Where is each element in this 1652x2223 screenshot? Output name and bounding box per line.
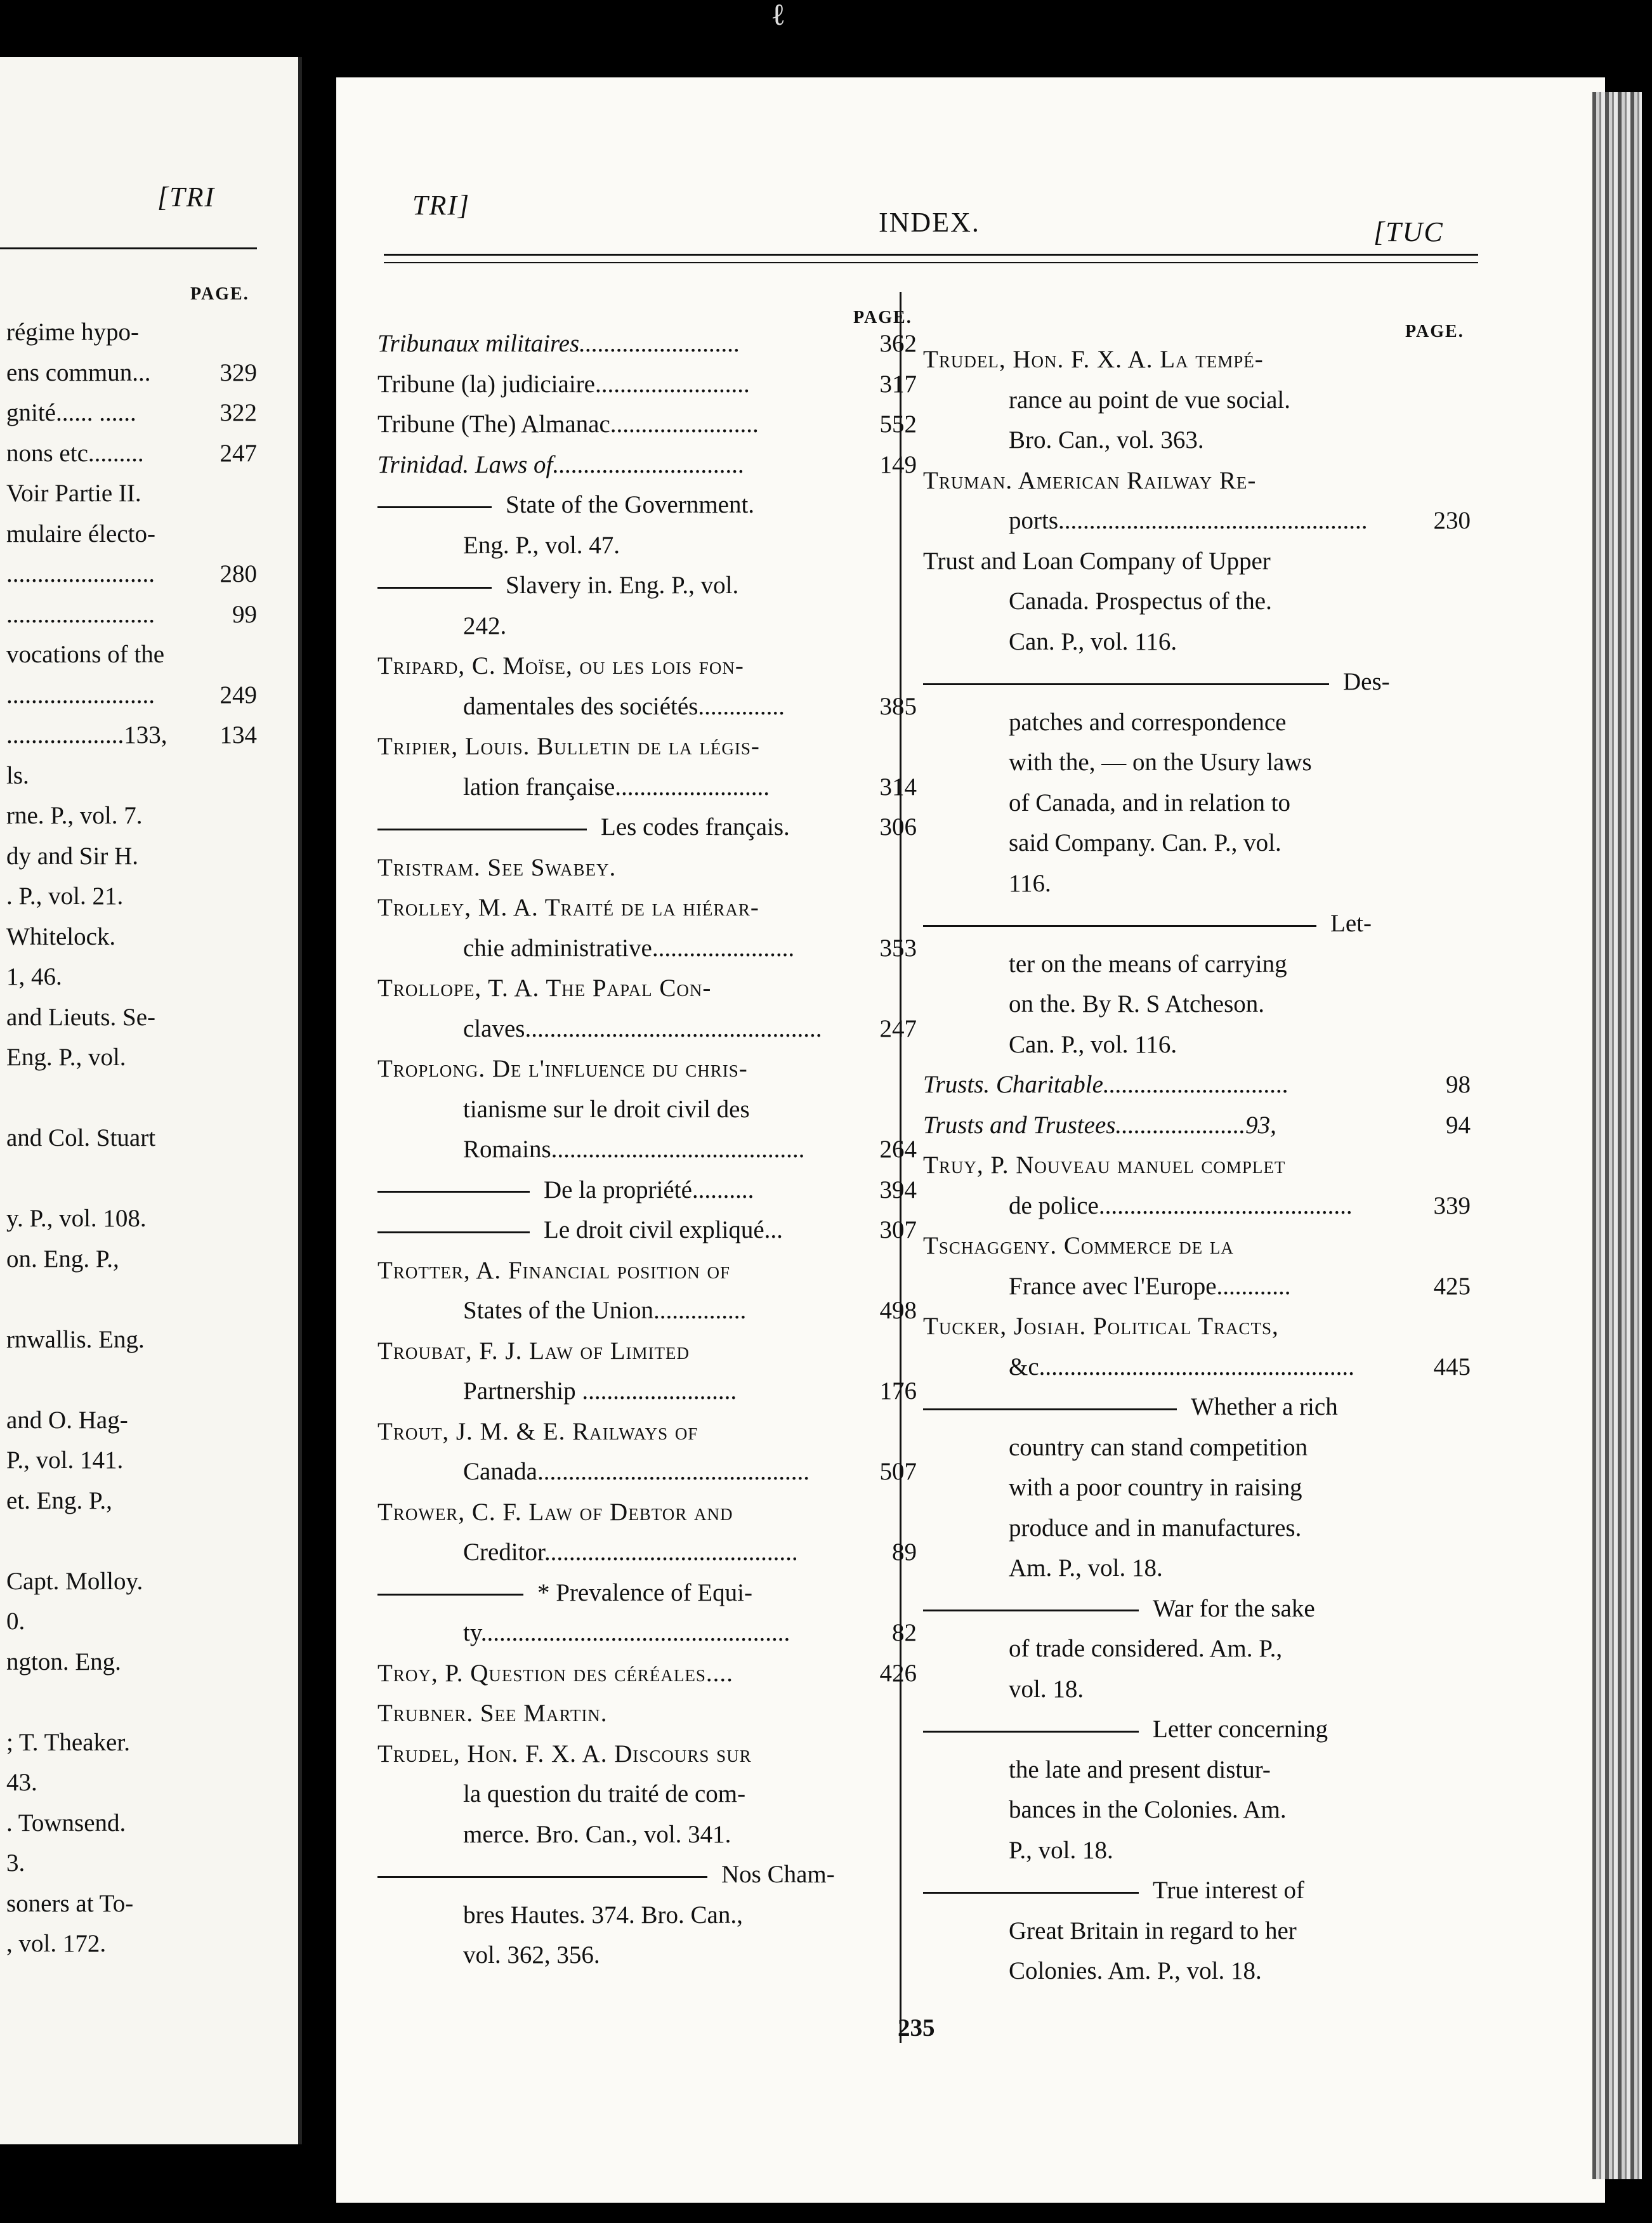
header-rule-top xyxy=(384,254,1478,256)
entry-text: et. Eng. P., xyxy=(6,1486,112,1514)
ditto-dash xyxy=(923,683,1329,685)
entry-text: Trusts. Charitable.............................. xyxy=(923,1071,1289,1098)
index-entry xyxy=(923,1715,1405,1743)
page-ref: 425 xyxy=(1433,1272,1471,1300)
entry-text: on the. By R. S Atcheson. xyxy=(1009,990,1265,1018)
page-ref: 329 xyxy=(220,358,257,386)
entry-text: of trade considered. Am. P., xyxy=(1009,1635,1283,1662)
page-ref: 322 xyxy=(220,399,257,426)
entry-text: ........................ xyxy=(6,681,155,709)
index-entry xyxy=(923,1071,1405,1099)
entry-text: Eng. P., vol. 47. xyxy=(463,531,620,559)
entry-text: Troubat, F. J. Law of Limited xyxy=(377,1337,690,1365)
page-ref: 307 xyxy=(879,1216,917,1243)
page-ref: 445 xyxy=(1433,1353,1471,1380)
entry-text: vol. 362, 356. xyxy=(463,1941,600,1969)
entry-text: ty.................................................. xyxy=(463,1619,790,1646)
index-entry xyxy=(6,318,197,346)
ditto-dash xyxy=(923,1892,1139,1894)
index-entry xyxy=(1009,587,1405,615)
index-entry xyxy=(377,370,860,398)
index-entry xyxy=(6,1245,197,1273)
entry-text: Tripier, Louis. Bulletin de la légis- xyxy=(377,733,760,760)
index-entry xyxy=(377,330,860,358)
entry-text: bances in the Colonies. Am. xyxy=(1009,1796,1287,1823)
index-entry xyxy=(377,410,860,438)
index-entry xyxy=(923,1595,1405,1623)
page-ref: 249 xyxy=(220,681,257,709)
index-entry xyxy=(463,934,860,962)
entry-text: produce and in manufactures. xyxy=(1009,1514,1302,1542)
ditto-dash xyxy=(377,506,492,508)
index-entry xyxy=(1009,426,1405,454)
index-entry xyxy=(463,532,860,560)
page-ref: 89 xyxy=(892,1538,917,1566)
entry-text: vocations of the xyxy=(6,641,165,668)
index-entry xyxy=(6,1407,197,1434)
index-entry xyxy=(6,440,197,468)
header-rule-bottom xyxy=(384,262,1478,263)
ditto-dash xyxy=(923,1610,1139,1611)
entry-text: ngton. Eng. xyxy=(6,1648,121,1675)
entry-text: mulaire électo- xyxy=(6,520,155,548)
index-entry xyxy=(1009,1031,1405,1059)
index-entry xyxy=(463,1619,860,1647)
entry-text: dy and Sir H. xyxy=(6,842,138,870)
index-entry xyxy=(463,1821,860,1849)
index-entry xyxy=(6,923,197,951)
index-entry xyxy=(377,491,860,519)
entry-text: . P., vol. 21. xyxy=(6,882,124,910)
page-edge xyxy=(1592,92,1642,2179)
page-ref: 426 xyxy=(879,1659,917,1687)
ditto-dash xyxy=(377,1191,530,1193)
index-entry xyxy=(463,1136,860,1164)
entry-text: 1, 46. xyxy=(6,963,62,990)
index-entry xyxy=(1009,1796,1405,1824)
entry-text: State of the Government. xyxy=(506,491,755,518)
entry-text: Des- xyxy=(1343,668,1390,695)
index-entry xyxy=(1009,789,1405,817)
index-entry xyxy=(377,854,860,882)
index-entry xyxy=(6,641,197,669)
index-entry xyxy=(6,1568,197,1596)
index-entry xyxy=(1009,1192,1405,1220)
index-entry xyxy=(377,1418,860,1446)
entry-text: P., vol. 18. xyxy=(1009,1836,1113,1864)
index-entry xyxy=(463,1941,860,1969)
entry-text: the late and present distur- xyxy=(1009,1755,1271,1783)
entry-text: Tschaggeny. Commerce de la xyxy=(923,1232,1234,1259)
entry-text: gnité...... ...... xyxy=(6,399,136,426)
entry-text: and O. Hag- xyxy=(6,1406,128,1434)
entry-text: lation française......................... xyxy=(463,773,770,801)
index-entry xyxy=(377,894,860,922)
page-ref: 317 xyxy=(879,370,917,398)
entry-text: Can. P., vol. 116. xyxy=(1009,1030,1177,1058)
left-page-header: [TRI xyxy=(157,181,216,213)
entry-text: Tribune (The) Almanac........................ xyxy=(377,410,759,438)
entry-text: Trudel, Hon. F. X. A. La tempé- xyxy=(923,346,1264,373)
index-entry xyxy=(463,1538,860,1566)
entry-text: Trinidad. Laws of............................... xyxy=(377,450,745,478)
entry-text: Trower, C. F. Law of Debtor and xyxy=(377,1498,733,1526)
index-entry xyxy=(1009,1273,1405,1301)
index-entry xyxy=(6,843,197,870)
entry-text: vol. 18. xyxy=(1009,1675,1084,1703)
index-entry xyxy=(1009,1434,1405,1462)
entry-text: la question du traité de com- xyxy=(463,1780,746,1807)
index-entry xyxy=(6,882,197,910)
index-entry xyxy=(377,1257,860,1285)
entry-text: ter on the means of carrying xyxy=(1009,950,1287,978)
index-entry xyxy=(1009,628,1405,656)
index-entry xyxy=(1009,990,1405,1018)
entry-text: Nos Cham- xyxy=(721,1861,835,1888)
index-entry xyxy=(923,1112,1405,1139)
entry-text: Whether a rich xyxy=(1191,1393,1338,1420)
entry-text: Letter concerning xyxy=(1153,1715,1328,1743)
entry-text: soners at To- xyxy=(6,1889,134,1917)
entry-text: War for the sake xyxy=(1153,1594,1315,1622)
entry-text: nons etc......... xyxy=(6,439,144,467)
index-entry xyxy=(377,1660,860,1688)
index-entry xyxy=(6,963,197,991)
entry-text: Let- xyxy=(1330,910,1372,937)
index-entry xyxy=(1009,749,1405,777)
index-entry xyxy=(377,1740,860,1768)
entry-text: tianisme sur le droit civil des xyxy=(463,1095,750,1123)
index-entry xyxy=(6,601,197,629)
index-entry xyxy=(6,762,197,790)
page-ref: 134 xyxy=(220,721,257,749)
ditto-dash xyxy=(377,587,492,589)
index-entry xyxy=(1009,709,1405,737)
entry-text: rnwallis. Eng. xyxy=(6,1325,145,1353)
page-ref: 306 xyxy=(879,813,917,841)
page-ref: 94 xyxy=(1446,1111,1471,1139)
entry-text: Can. P., vol. 116. xyxy=(1009,627,1177,655)
entry-text: France avec l'Europe............ xyxy=(1009,1272,1291,1300)
index-entry xyxy=(463,1458,860,1486)
index-entry xyxy=(1009,1756,1405,1784)
entry-text: Trubner. See Martin. xyxy=(377,1700,608,1727)
entry-text: Tribune (la) judiciaire......................... xyxy=(377,370,750,398)
page-ref: 230 xyxy=(1433,507,1471,534)
entry-text: Trout, J. M. & E. Railways of xyxy=(377,1417,698,1445)
index-entry xyxy=(923,910,1405,938)
index-entry xyxy=(6,480,197,508)
entry-text: &c................................................... xyxy=(1009,1353,1354,1380)
index-entry xyxy=(1009,870,1405,898)
entry-text: ........................ xyxy=(6,600,155,628)
entry-text: Troplong. De l'influence du chris- xyxy=(377,1055,748,1082)
entry-text: Romains......................................... xyxy=(463,1136,805,1163)
index-entry xyxy=(377,813,860,841)
index-entry xyxy=(6,1930,197,1958)
entry-text: claves................................................ xyxy=(463,1014,822,1042)
index-entry xyxy=(1009,1554,1405,1582)
page-ref: 176 xyxy=(879,1377,917,1405)
entry-text: ens commun... xyxy=(6,358,151,386)
entry-text: Great Britain in regard to her xyxy=(1009,1917,1297,1944)
ditto-dash xyxy=(377,829,587,830)
entry-text: Capt. Molloy. xyxy=(6,1567,143,1595)
index-entry xyxy=(6,1729,197,1757)
entry-text: and Col. Stuart xyxy=(6,1124,156,1151)
entry-text: said Company. Can. P., vol. xyxy=(1009,829,1282,856)
index-entry xyxy=(6,399,197,427)
entry-text: 242. xyxy=(463,612,507,639)
entry-text: damentales des sociétés.............. xyxy=(463,692,785,720)
entry-text: Tristram. See Swabey. xyxy=(377,853,617,881)
entry-text: ; T. Theaker. xyxy=(6,1728,130,1756)
index-entry xyxy=(463,773,860,801)
entry-text: De la propriété.......... xyxy=(544,1176,754,1203)
index-entry xyxy=(1009,386,1405,414)
page-ref: 247 xyxy=(220,439,257,467)
index-entry xyxy=(463,612,860,640)
index-entry xyxy=(1009,1957,1405,1985)
index-entry xyxy=(6,1608,197,1636)
entry-text: and Lieuts. Se- xyxy=(6,1003,156,1031)
entry-text: de police......................................... xyxy=(1009,1191,1353,1219)
header-right: [TUC xyxy=(1373,216,1444,247)
entry-text: Creditor......................................... xyxy=(463,1538,798,1566)
page-ref: 507 xyxy=(879,1458,917,1485)
ditto-dash xyxy=(377,1876,707,1878)
entry-text: patches and correspondence xyxy=(1009,708,1287,736)
entry-text: country can stand competition xyxy=(1009,1433,1308,1461)
entry-text: Troy, P. Question des céréales.... xyxy=(377,1659,733,1687)
entry-text: Partnership ......................... xyxy=(463,1377,737,1405)
page-ref: 552 xyxy=(879,410,917,438)
entry-text: Trolley, M. A. Traité de la hiérar- xyxy=(377,894,759,921)
entry-text: Truy, P. Nouveau manuel complet xyxy=(923,1151,1286,1179)
header-left: TRI] xyxy=(412,190,471,221)
index-entry xyxy=(1009,1917,1405,1945)
index-entry xyxy=(6,802,197,830)
entry-text: Trotter, A. Financial position of xyxy=(377,1256,731,1284)
index-entry xyxy=(923,1393,1405,1421)
index-entry xyxy=(377,1216,860,1244)
index-entry xyxy=(6,359,197,387)
index-entry xyxy=(1009,1635,1405,1663)
page-ref: 149 xyxy=(879,450,917,478)
ditto-dash xyxy=(923,925,1316,927)
index-entry xyxy=(923,668,1405,696)
index-entry xyxy=(6,1004,197,1032)
page-ref: 99 xyxy=(232,600,257,628)
page-ref: 247 xyxy=(879,1014,917,1042)
index-entry xyxy=(923,1877,1405,1905)
column-divider xyxy=(900,292,901,2043)
entry-text: Tucker, Josiah. Political Tracts, xyxy=(923,1313,1279,1340)
entry-text: True interest of xyxy=(1153,1877,1305,1904)
entry-text: Eng. P., vol. xyxy=(6,1044,126,1071)
entry-text: Tripard, C. Moïse, ou les lois fon- xyxy=(377,652,744,679)
index-entry xyxy=(1009,950,1405,978)
index-entry xyxy=(6,520,197,548)
entry-text: 116. xyxy=(1009,869,1051,897)
page-ref: 339 xyxy=(1433,1191,1471,1219)
index-entry xyxy=(923,1151,1405,1179)
index-entry xyxy=(6,1890,197,1918)
entry-text: Canada. Prospectus of the. xyxy=(1009,587,1272,615)
entry-text: Colonies. Am. P., vol. 18. xyxy=(1009,1957,1262,1984)
entry-text: Trust and Loan Company of Upper xyxy=(923,547,1271,575)
index-entry xyxy=(377,451,860,479)
page-ref: 82 xyxy=(892,1619,917,1646)
index-entry xyxy=(1009,1474,1405,1502)
ditto-dash xyxy=(377,1231,530,1233)
entry-text: bres Hautes. 374. Bro. Can., xyxy=(463,1901,743,1929)
index-entry xyxy=(923,467,1405,495)
entry-text: ports.................................................. xyxy=(1009,507,1368,534)
index-entry xyxy=(463,1901,860,1929)
entry-text: , vol. 172. xyxy=(6,1930,107,1957)
entry-text: ...................133, xyxy=(6,721,167,749)
page-ref: 385 xyxy=(879,692,917,720)
index-entry xyxy=(923,1232,1405,1260)
entry-text: with the, — on the Usury laws xyxy=(1009,749,1312,776)
index-entry xyxy=(1009,829,1405,857)
index-entry xyxy=(377,1498,860,1526)
entry-text: . Townsend. xyxy=(6,1809,126,1837)
index-entry xyxy=(377,1579,860,1607)
entry-text: Whitelock. xyxy=(6,922,116,950)
left-page-page-label: PAGE. xyxy=(190,284,249,304)
index-entry xyxy=(463,1377,860,1405)
entry-text: Truman. American Railway Re- xyxy=(923,466,1257,494)
index-entry xyxy=(6,1648,197,1676)
index-entry xyxy=(463,1015,860,1043)
index-entry xyxy=(1009,507,1405,535)
entry-text: Canada............................................ xyxy=(463,1458,810,1485)
ditto-dash xyxy=(923,1731,1139,1733)
entry-text: Le droit civil expliqué... xyxy=(544,1216,783,1243)
entry-text: on. Eng. P., xyxy=(6,1245,119,1273)
index-entry xyxy=(6,1446,197,1474)
entry-text: Les codes français. xyxy=(601,813,790,841)
index-entry xyxy=(377,652,860,680)
index-entry xyxy=(6,1205,197,1233)
index-entry xyxy=(6,560,197,588)
index-entry xyxy=(6,721,197,749)
index-entry xyxy=(6,1044,197,1072)
index-entry xyxy=(463,1297,860,1325)
entry-text: ls. xyxy=(6,761,29,789)
index-entry xyxy=(377,733,860,761)
index-entry xyxy=(1009,1353,1405,1381)
index-entry xyxy=(377,1337,860,1365)
entry-text: Tribunaux militaires.......................... xyxy=(377,330,740,357)
entry-text: 43. xyxy=(6,1769,37,1796)
entry-text: with a poor country in raising xyxy=(1009,1474,1302,1501)
col1-page-label: PAGE. xyxy=(853,308,912,327)
entry-text: Trudel, Hon. F. X. A. Discours sur xyxy=(377,1740,752,1767)
page-ref: 98 xyxy=(1446,1071,1471,1098)
entry-text: chie administrative....................... xyxy=(463,934,795,962)
entry-text: 3. xyxy=(6,1849,25,1877)
page-number: 235 xyxy=(898,2014,935,2042)
entry-text: States of the Union............... xyxy=(463,1297,747,1324)
entry-text: rance au point de vue social. xyxy=(1009,386,1290,414)
entry-text: Slavery in. Eng. P., vol. xyxy=(506,572,739,599)
index-entry xyxy=(6,1769,197,1797)
entry-text: * Prevalence of Equi- xyxy=(537,1578,752,1606)
index-entry xyxy=(1009,1514,1405,1542)
header-title: INDEX. xyxy=(879,207,980,238)
entry-text: P., vol. 141. xyxy=(6,1446,124,1474)
col2-page-label: PAGE. xyxy=(1405,322,1464,341)
index-entry xyxy=(377,1176,860,1204)
index-entry xyxy=(463,1780,860,1808)
page-ref: 314 xyxy=(879,773,917,801)
index-entry xyxy=(6,1809,197,1837)
index-entry xyxy=(377,1861,860,1889)
index-entry xyxy=(463,1096,860,1124)
entry-text: ........................ xyxy=(6,560,155,587)
index-entry xyxy=(463,693,860,721)
page-ref: 498 xyxy=(879,1297,917,1324)
entry-text: Trollope, T. A. The Papal Con- xyxy=(377,974,712,1002)
index-entry xyxy=(6,1326,197,1354)
page-ref: 394 xyxy=(879,1176,917,1203)
index-entry xyxy=(377,974,860,1002)
index-entry xyxy=(377,1055,860,1083)
index-entry xyxy=(1009,1675,1405,1703)
entry-text: régime hypo- xyxy=(6,318,140,346)
entry-text: Trusts and Trustees.....................93, xyxy=(923,1111,1276,1139)
index-entry xyxy=(923,346,1405,374)
page-ref: 264 xyxy=(879,1136,917,1163)
entry-text: merce. Bro. Can., vol. 341. xyxy=(463,1820,731,1848)
index-entry xyxy=(6,1124,197,1152)
index-entry xyxy=(923,1313,1405,1341)
index-entry xyxy=(377,572,860,600)
entry-text: of Canada, and in relation to xyxy=(1009,789,1291,816)
binding-mark: ℓ xyxy=(771,0,785,32)
page-ref: 280 xyxy=(220,560,257,587)
entry-text: Bro. Can., vol. 363. xyxy=(1009,426,1204,454)
index-entry xyxy=(6,681,197,709)
entry-text: rne. P., vol. 7. xyxy=(6,802,143,829)
entry-text: 0. xyxy=(6,1608,25,1635)
left-page-rule xyxy=(0,247,257,249)
index-entry xyxy=(377,1700,860,1728)
entry-text: Voir Partie II. xyxy=(6,480,141,507)
index-entry xyxy=(6,1849,197,1877)
ditto-dash xyxy=(923,1408,1177,1410)
page-ref: 362 xyxy=(879,330,917,357)
entry-text: Am. P., vol. 18. xyxy=(1009,1554,1163,1582)
index-entry xyxy=(1009,1837,1405,1865)
index-entry xyxy=(6,1487,197,1515)
ditto-dash xyxy=(377,1594,523,1596)
page-ref: 353 xyxy=(879,934,917,962)
entry-text: y. P., vol. 108. xyxy=(6,1205,147,1232)
index-entry xyxy=(923,548,1405,575)
